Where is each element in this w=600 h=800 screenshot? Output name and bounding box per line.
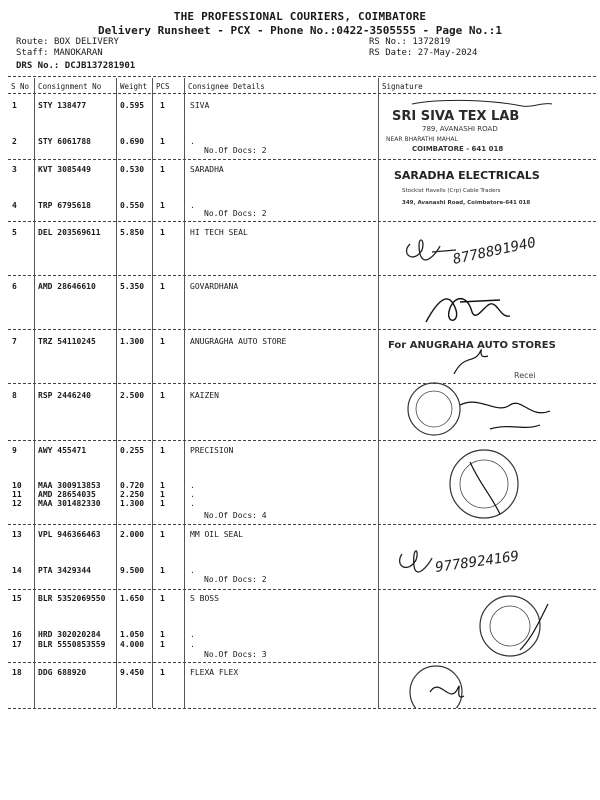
signature-scrawl bbox=[420, 288, 530, 328]
row-consignee: . bbox=[190, 490, 195, 499]
row-consignee: SIVA bbox=[190, 101, 210, 110]
stamp-text: Recei bbox=[514, 371, 536, 380]
rs-no-label: RS No.: bbox=[369, 37, 407, 47]
row-sno: 15 bbox=[12, 594, 22, 603]
row-weight: 9.500 bbox=[120, 566, 145, 575]
row-consignee: . bbox=[190, 481, 195, 490]
row-pcs: 1 bbox=[160, 201, 165, 210]
row-consignment: BLR 5352069550 bbox=[38, 594, 106, 603]
row-sno: 3 bbox=[12, 165, 17, 174]
row-pcs: 1 bbox=[160, 165, 165, 174]
column-divider bbox=[34, 78, 35, 708]
row-docs: No.Of Docs: 3 bbox=[204, 650, 267, 659]
signature-scrawl-phone bbox=[392, 536, 572, 586]
row-consignment: TRP 6795618 bbox=[38, 201, 91, 210]
row-docs: No.Of Docs: 4 bbox=[204, 511, 267, 520]
col-consignee: Consignee Details bbox=[188, 82, 265, 91]
route-line bbox=[16, 37, 119, 47]
row-consignment: MAA 301482330 bbox=[38, 499, 101, 508]
row-sno: 2 bbox=[12, 137, 17, 146]
row-pcs: 1 bbox=[160, 630, 165, 639]
stamp-kaizen-round bbox=[400, 375, 560, 441]
row-sno: 4 bbox=[12, 201, 17, 210]
row-weight: 2.000 bbox=[120, 530, 145, 539]
row-consignee: HI TECH SEAL bbox=[190, 228, 248, 237]
stamp-text: For ANUGRAHA AUTO STORES bbox=[388, 340, 556, 351]
drs-line bbox=[16, 61, 135, 71]
row-weight: 0.720 bbox=[120, 481, 145, 490]
row-weight: 2.500 bbox=[120, 391, 145, 400]
row-consignee: GOVARDHANA bbox=[190, 282, 239, 291]
row-sno: 13 bbox=[12, 530, 22, 539]
stamp-text: 349, Avanashi Road, Coimbatore-641 018 bbox=[402, 200, 531, 206]
row-weight: 1.050 bbox=[120, 630, 145, 639]
row-weight: 4.000 bbox=[120, 640, 145, 649]
row-separator bbox=[8, 159, 596, 160]
col-pcs: PCS bbox=[156, 82, 170, 91]
stamp-sri-siva-tex-lab bbox=[382, 96, 592, 156]
rs-date-value: 27-May-2024 bbox=[417, 48, 478, 58]
drs-value: DCJB137281901 bbox=[64, 61, 136, 71]
header-rule-bottom bbox=[8, 93, 596, 94]
row-consignment: AWY 455471 bbox=[38, 446, 87, 455]
row-consignment: MAA 300913853 bbox=[38, 481, 101, 490]
row-sno: 17 bbox=[12, 640, 22, 649]
column-divider bbox=[116, 78, 117, 708]
row-pcs: 1 bbox=[160, 530, 165, 539]
stamp-flexa-flex-round bbox=[400, 662, 490, 708]
row-consignee: PRECISION bbox=[190, 446, 234, 455]
row-weight: 0.255 bbox=[120, 446, 145, 455]
row-weight: 0.550 bbox=[120, 201, 145, 210]
row-weight: 9.450 bbox=[120, 668, 145, 677]
row-sno: 6 bbox=[12, 282, 17, 291]
stamp-text: SRI SIVA TEX LAB bbox=[392, 109, 520, 124]
rs-date-line bbox=[369, 48, 477, 58]
row-consignee: . bbox=[190, 137, 195, 146]
row-pcs: 1 bbox=[160, 391, 165, 400]
row-pcs: 1 bbox=[160, 337, 165, 346]
row-consignment: AMD 28646610 bbox=[38, 282, 96, 291]
column-divider bbox=[184, 78, 185, 708]
row-sno: 8 bbox=[12, 391, 17, 400]
row-consignee: KAIZEN bbox=[190, 391, 219, 400]
row-sno: 18 bbox=[12, 668, 22, 677]
row-separator bbox=[8, 708, 596, 709]
row-consignee: . bbox=[190, 630, 195, 639]
row-consignee: . bbox=[190, 201, 195, 210]
row-separator bbox=[8, 662, 596, 663]
row-sno: 9 bbox=[12, 446, 17, 455]
rs-no-line bbox=[369, 37, 450, 47]
row-pcs: 1 bbox=[160, 668, 165, 677]
row-sno: 16 bbox=[12, 630, 22, 639]
row-weight: 0.690 bbox=[120, 137, 145, 146]
row-pcs: 1 bbox=[160, 594, 165, 603]
row-consignee: ANUGRAGHA AUTO STORE bbox=[190, 337, 287, 346]
row-docs: No.Of Docs: 2 bbox=[204, 209, 267, 218]
row-weight: 2.250 bbox=[120, 490, 145, 499]
row-consignment: HRD 302020284 bbox=[38, 630, 101, 639]
row-sno: 14 bbox=[12, 566, 22, 575]
row-consignment: DEL 203569611 bbox=[38, 228, 101, 237]
row-weight: 0.530 bbox=[120, 165, 145, 174]
row-consignee: . bbox=[190, 499, 195, 508]
route-value: BOX DELIVERY bbox=[53, 37, 119, 47]
stamp-text: SARADHA ELECTRICALS bbox=[394, 169, 540, 182]
row-pcs: 1 bbox=[160, 640, 165, 649]
row-sno: 7 bbox=[12, 337, 17, 346]
staff-value: MANOKARAN bbox=[53, 48, 103, 58]
drs-label: DRS No.: bbox=[16, 61, 60, 71]
row-separator bbox=[8, 221, 596, 222]
row-consignee: SARADHA bbox=[190, 165, 224, 174]
stamp-text: NEAR BHARATHI MAHAL bbox=[386, 136, 458, 143]
row-weight: 1.300 bbox=[120, 499, 145, 508]
row-pcs: 1 bbox=[160, 446, 165, 455]
company-title: THE PROFESSIONAL COURIERS, COIMBATORE bbox=[173, 10, 427, 23]
row-consignment: BLR 5550853559 bbox=[38, 640, 106, 649]
row-consignment: TRZ 54110245 bbox=[38, 337, 96, 346]
stamp-text: 789, AVANASHI ROAD bbox=[422, 125, 498, 133]
stamp-precision-round bbox=[440, 444, 530, 524]
col-sno: S No bbox=[11, 82, 30, 91]
row-weight: 1.300 bbox=[120, 337, 145, 346]
stamp-saradha-electricals bbox=[390, 163, 590, 213]
row-sno: 10 bbox=[12, 481, 22, 490]
runsheet-subtitle: Delivery Runsheet - PCX - Phone No.:0422-3505555 - Page No.:1 bbox=[98, 24, 502, 37]
handwritten-phone: 8778891940 bbox=[451, 234, 538, 268]
row-consignment: RSP 2446240 bbox=[38, 391, 91, 400]
row-consignment: STY 6061788 bbox=[38, 137, 91, 146]
row-consignee: MM OIL SEAL bbox=[190, 530, 243, 539]
row-consignee: S BOSS bbox=[190, 594, 219, 603]
row-pcs: 1 bbox=[160, 282, 165, 291]
row-pcs: 1 bbox=[160, 490, 165, 499]
stamp-text: Stockist Havells (Crp) Cable Traders bbox=[402, 188, 501, 194]
stamp-text: COIMBATORE - 641 018 bbox=[412, 145, 504, 153]
row-pcs: 1 bbox=[160, 481, 165, 490]
rs-no-value: 1372819 bbox=[412, 37, 451, 47]
row-sno: 1 bbox=[12, 101, 17, 110]
row-separator bbox=[8, 524, 596, 525]
row-consignment: KVT 3085449 bbox=[38, 165, 91, 174]
signature-scrawl-phone bbox=[396, 224, 566, 276]
header-rule-top bbox=[8, 76, 596, 77]
row-weight: 0.595 bbox=[120, 101, 145, 110]
col-consignment: Consignment No bbox=[38, 82, 102, 91]
row-docs: No.Of Docs: 2 bbox=[204, 575, 267, 584]
col-signature: Signature bbox=[382, 82, 423, 91]
row-docs: No.Of Docs: 2 bbox=[204, 146, 267, 155]
row-sno: 5 bbox=[12, 228, 17, 237]
row-pcs: 1 bbox=[160, 137, 165, 146]
row-consignment: AMD 28654035 bbox=[38, 490, 96, 499]
row-pcs: 1 bbox=[160, 228, 165, 237]
column-divider bbox=[152, 78, 153, 708]
row-sno: 12 bbox=[12, 499, 22, 508]
row-pcs: 1 bbox=[160, 566, 165, 575]
staff-label: Staff: bbox=[16, 48, 49, 58]
row-consignee: FLEXA FLEX bbox=[190, 668, 239, 677]
stamp-s-boss-round bbox=[470, 590, 560, 662]
row-consignment: VPL 946366463 bbox=[38, 530, 101, 539]
row-pcs: 1 bbox=[160, 499, 165, 508]
row-separator bbox=[8, 329, 596, 330]
row-weight: 5.850 bbox=[120, 228, 145, 237]
staff-line bbox=[16, 48, 103, 58]
row-sno: 11 bbox=[12, 490, 22, 499]
row-weight: 1.650 bbox=[120, 594, 145, 603]
row-consignee: . bbox=[190, 566, 195, 575]
route-label: Route: bbox=[16, 37, 49, 47]
row-pcs: 1 bbox=[160, 101, 165, 110]
column-divider bbox=[378, 78, 379, 708]
rs-date-label: RS Date: bbox=[369, 48, 413, 58]
handwritten-phone: 9778924169 bbox=[434, 548, 521, 576]
row-consignment: PTA 3429344 bbox=[38, 566, 91, 575]
col-weight: Weight bbox=[120, 82, 148, 91]
row-consignment: STY 138477 bbox=[38, 101, 87, 110]
row-consignee: . bbox=[190, 640, 195, 649]
row-weight: 5.350 bbox=[120, 282, 145, 291]
row-consignment: DDG 688920 bbox=[38, 668, 87, 677]
